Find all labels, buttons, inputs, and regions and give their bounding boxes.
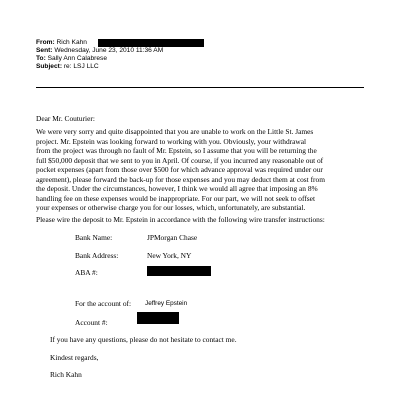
redaction-from-email xyxy=(98,39,204,47)
bank-address-value: New York, NY xyxy=(147,251,192,260)
closing: Kindest regards, xyxy=(50,353,99,362)
header-subject xyxy=(36,63,99,71)
header-from xyxy=(36,39,87,47)
redaction-aba-number xyxy=(147,266,211,276)
sent-value: Wednesday, June 23, 2010 11:36 AM xyxy=(54,47,164,54)
salutation: Dear Mr. Couturier: xyxy=(36,114,95,123)
body-paragraph xyxy=(36,127,370,213)
header-sent xyxy=(36,47,163,55)
body-line: the deposit. Under the circumstances, however, I think we would all agree that imposing an 8% xyxy=(36,184,318,193)
body-line: from the project was through no fault of Mr. Epstein, so I assume that you will be returning the xyxy=(36,146,317,155)
to-label: To: xyxy=(36,55,46,62)
body-line: We were very sorry and quite disappointed that you are unable to work on the Little St. James xyxy=(36,127,314,136)
body-line: project. Mr. Epstein was looking forward to working with you. Obviously, your withdrawal xyxy=(36,136,307,146)
sent-label: Sent: xyxy=(36,47,53,54)
aba-label: ABA #: xyxy=(75,268,98,277)
from-value: Rich Kahn xyxy=(56,39,87,46)
bank-address-label: Bank Address: xyxy=(75,251,119,260)
subject-label: Subject: xyxy=(36,63,63,70)
account-for-value: Jeffrey Epstein xyxy=(145,300,188,307)
questions-line: If you have any questions, please do not hesitate to contact me. xyxy=(50,335,237,344)
wire-instructions-intro: Please wire the deposit to Mr. Epstein in accordance with the following wire transfer instructions: xyxy=(36,215,325,224)
account-number-label: Account #: xyxy=(75,318,108,327)
from-label: From: xyxy=(36,39,55,46)
header-to xyxy=(36,55,107,63)
body-line: pocket expenses (apart from those over $500 for which advance approval was required under our xyxy=(36,165,323,174)
signature: Rich Kahn xyxy=(50,370,82,379)
body-line: handling fee on these expenses would be inappropriate. For our part, we will not seek to offset xyxy=(36,193,315,203)
redaction-account-number xyxy=(137,312,179,324)
to-value: Sally Ann Calabrese xyxy=(47,55,107,62)
bank-name-value: JPMorgan Chase xyxy=(147,233,198,242)
bank-name-label: Bank Name: xyxy=(75,233,113,242)
account-for-label: For the account of: xyxy=(75,299,132,308)
body-line: full $50,000 deposit that we sent to you in April. Of course, if you incurred any reasonable out of xyxy=(36,155,324,165)
body-line: your expenses or otherwise charge you for our losses, which, unfortunately, are substantial. xyxy=(36,203,306,212)
header-divider xyxy=(36,87,364,88)
body-line: agreement), please forward the back-up for those expenses and you may deduct them at cost from xyxy=(36,174,325,184)
subject-value: re: LSJ LLC xyxy=(63,63,99,70)
